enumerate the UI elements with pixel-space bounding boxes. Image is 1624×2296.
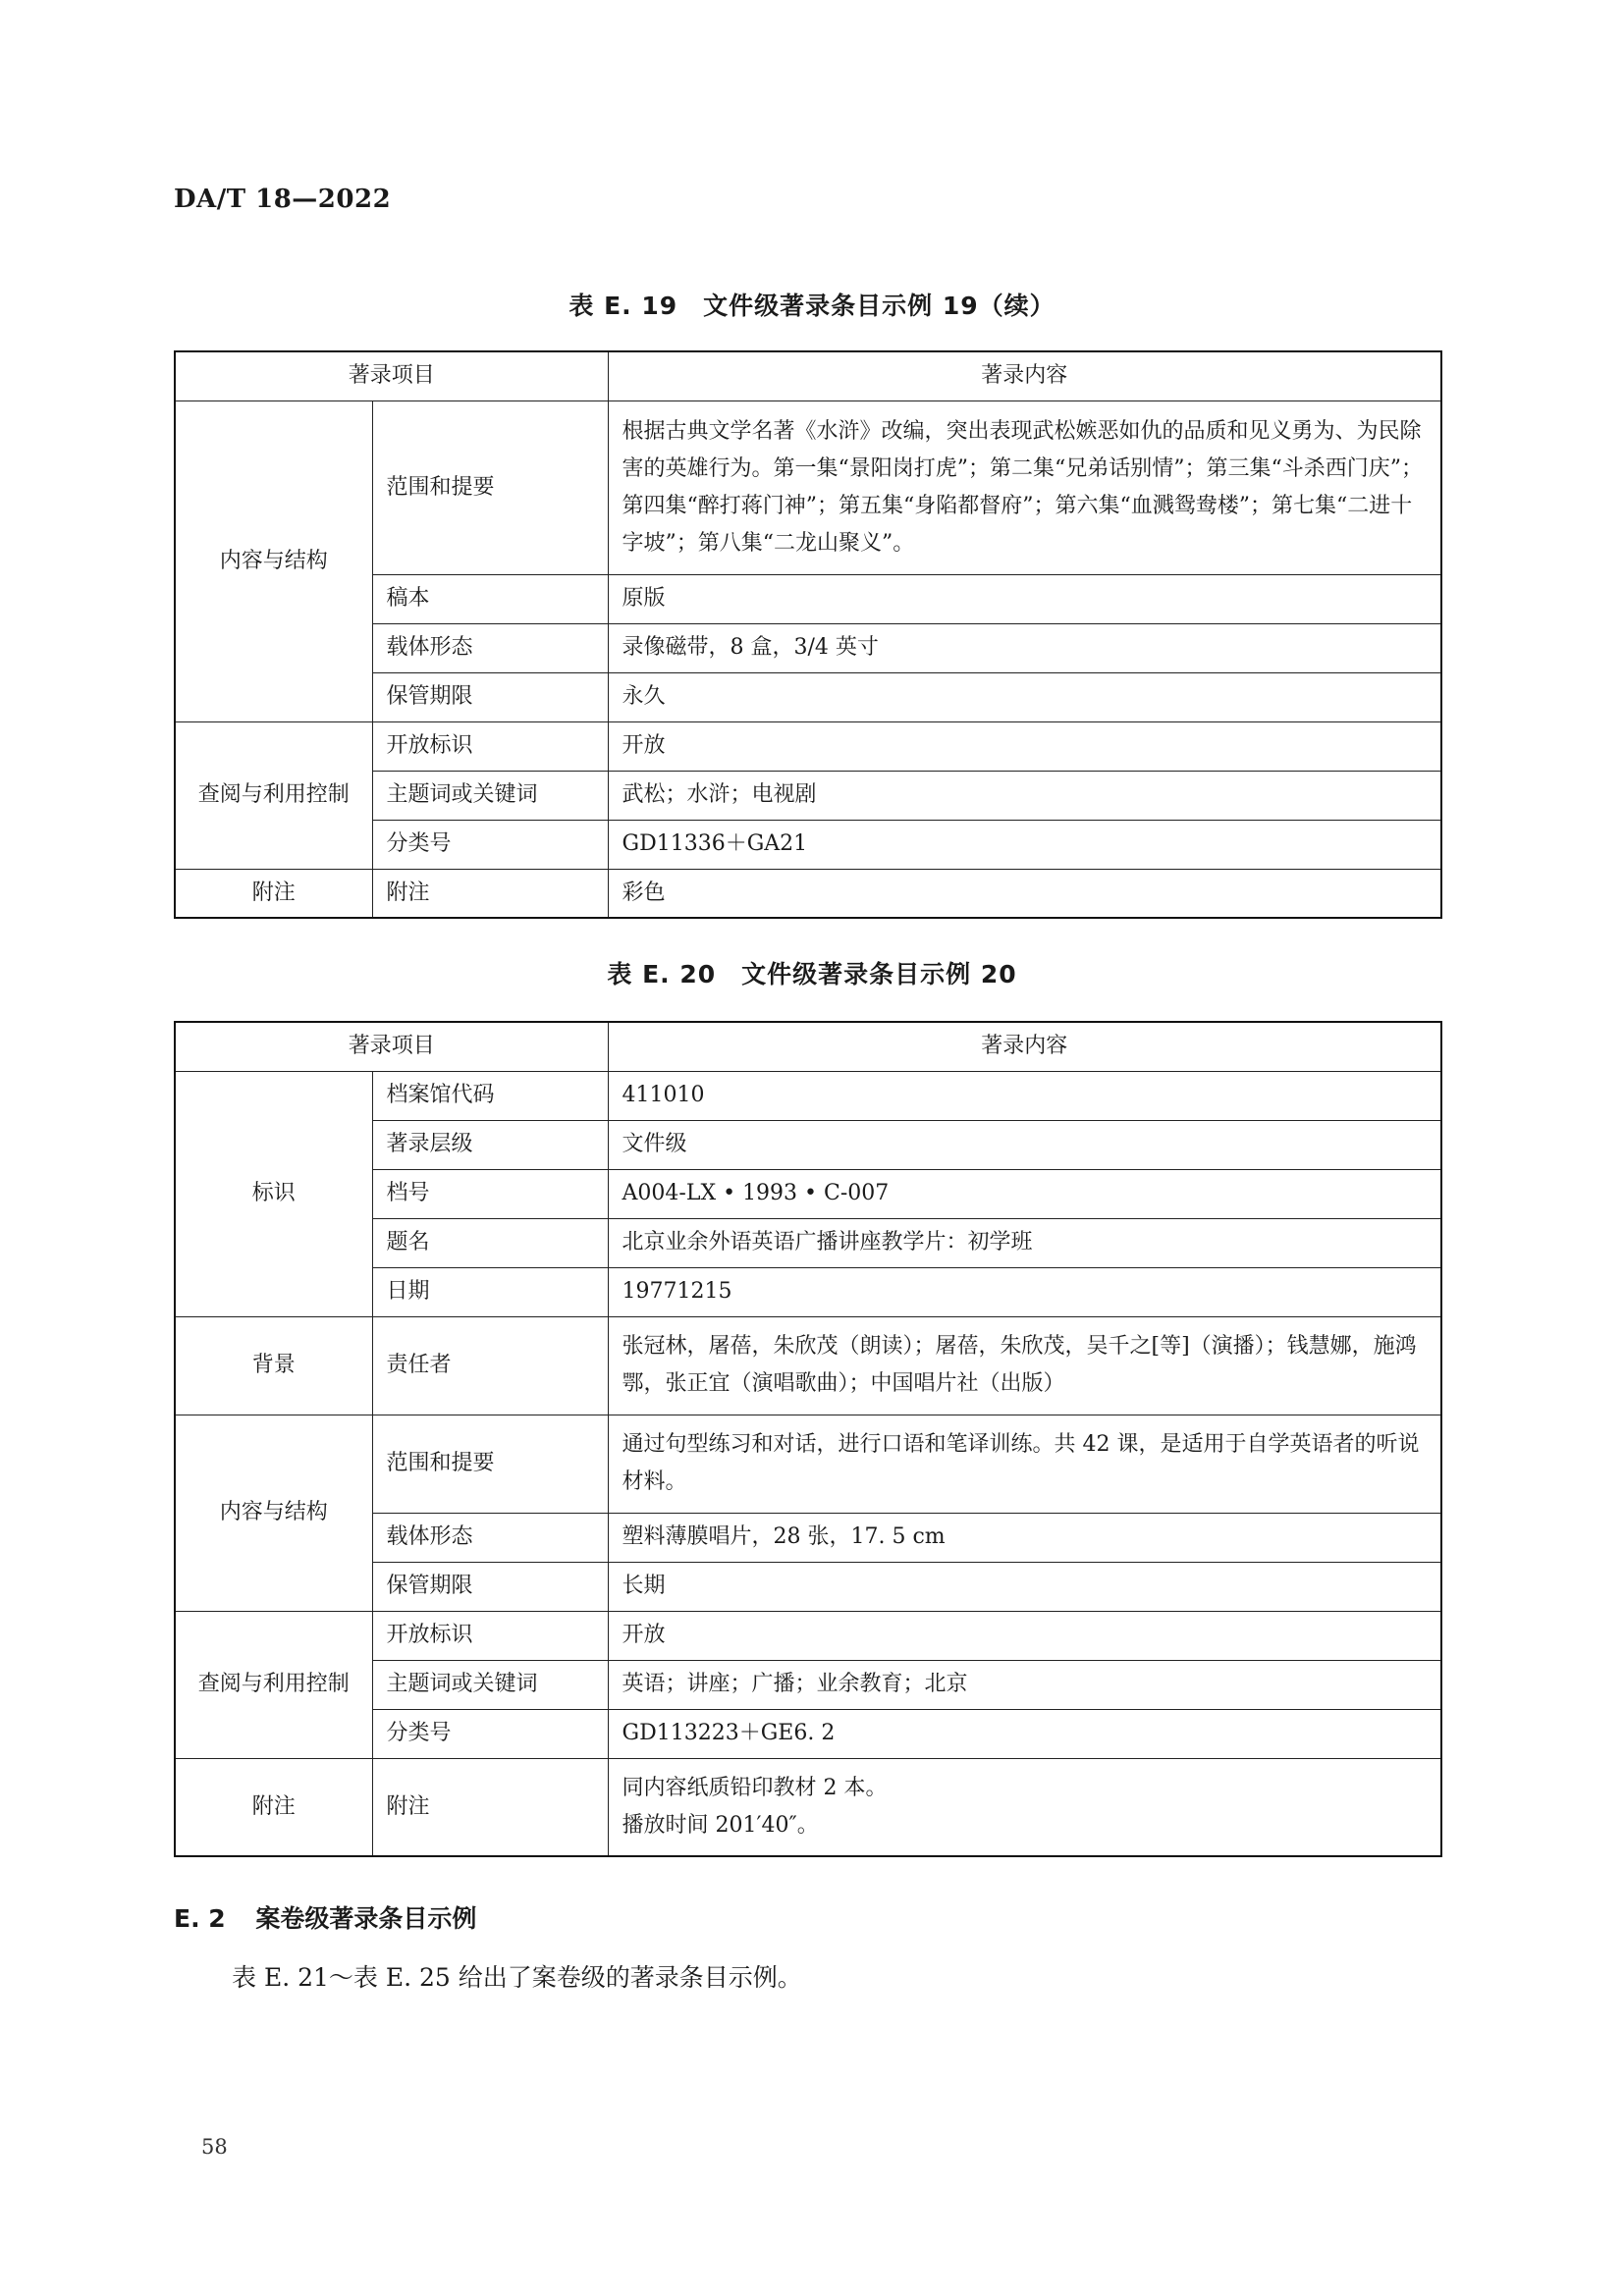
value-cell: 文件级 [608,1120,1441,1169]
value-cell: 塑料薄膜唱片，28 张，17. 5 cm [608,1513,1441,1562]
table-e19 [174,350,1442,919]
value-cell: 开放 [608,1611,1441,1660]
value-cell: GD113223＋GE6. 2 [608,1709,1441,1758]
header-cell-item: 著录项目 [175,351,608,400]
value-cell: 根据古典文学名著《水浒》改编，突出表现武松嫉恶如仇的品质和见义勇为、为民除害的英雄行为。第一集“景阳岗打虎”；第二集“兄弟话别情”；第三集“斗杀西门庆”；第四集“醉打蒋门神”；第五集“身陷都督府”；第六集“血溅鸳鸯楼”；第七集“二进十字坡”；第八集“二龙山聚义”。 [608,400,1441,574]
value-cell: 永久 [608,672,1441,721]
value-cell: 开放 [608,721,1441,771]
item-cell: 分类号 [372,820,608,869]
value-line: 同内容纸质铅印教材 2 本。 [622,1775,888,1800]
item-cell: 主题词或关键词 [372,771,608,820]
item-cell: 范围和提要 [372,400,608,574]
table-row [175,1071,1441,1120]
table-row [175,869,1441,918]
table-e20-caption: 表 E. 20 文件级著录条目示例 20 [607,960,1017,988]
item-cell: 主题词或关键词 [372,1660,608,1709]
item-cell: 保管期限 [372,672,608,721]
section-paragraph: 表 E. 21～表 E. 25 给出了案卷级的著录条目示例。 [232,1963,802,1992]
item-cell: 日期 [372,1267,608,1316]
group-label: 内容与结构 [175,1415,372,1611]
item-cell: 保管期限 [372,1562,608,1611]
section-title: 案卷级著录条目示例 [255,1904,477,1933]
table-row [175,1758,1441,1856]
item-cell: 载体形态 [372,1513,608,1562]
item-cell: 附注 [372,869,608,918]
item-cell: 题名 [372,1218,608,1267]
value-cell: 19771215 [608,1267,1441,1316]
value-cell: 武松；水浒；电视剧 [608,771,1441,820]
table-row [175,1316,1441,1415]
value-cell: 长期 [608,1562,1441,1611]
header-cell-item: 著录项目 [175,1022,608,1071]
item-cell: 附注 [372,1758,608,1856]
group-label: 查阅与利用控制 [175,1611,372,1758]
standard-code: DA/T 18—2022 [174,185,392,214]
table-row [175,400,1441,574]
group-label: 内容与结构 [175,400,372,721]
value-cell: 411010 [608,1071,1441,1120]
value-cell: 北京业余外语英语广播讲座教学片：初学班 [608,1218,1441,1267]
item-cell: 稿本 [372,574,608,623]
item-cell: 分类号 [372,1709,608,1758]
table-e19-caption: 表 E. 19 文件级著录条目示例 19（续） [568,292,1056,320]
section-number: E. 2 [174,1904,226,1933]
item-cell: 档案馆代码 [372,1071,608,1120]
group-label: 附注 [175,1758,372,1856]
group-label: 背景 [175,1316,372,1415]
item-cell: 开放标识 [372,1611,608,1660]
header-cell-content: 著录内容 [608,1022,1441,1071]
table-e20 [174,1021,1442,1857]
table-row [175,1415,1441,1513]
page-number: 58 [201,2135,228,2159]
item-cell: 责任者 [372,1316,608,1415]
item-cell: 档号 [372,1169,608,1218]
table-row [175,1611,1441,1660]
item-cell: 著录层级 [372,1120,608,1169]
item-cell: 范围和提要 [372,1415,608,1513]
value-cell: 英语；讲座；广播；业余教育；北京 [608,1660,1441,1709]
table-row [175,721,1441,771]
header-cell-content: 著录内容 [608,351,1441,400]
table-header-row [175,1022,1441,1071]
value-cell [608,1758,1441,1856]
group-label: 附注 [175,869,372,918]
value-cell: 通过句型练习和对话，进行口语和笔译训练。共 42 课，是适用于自学英语者的听说材料。 [608,1415,1441,1513]
value-cell: GD11336＋GA21 [608,820,1441,869]
item-cell: 载体形态 [372,623,608,672]
group-label: 标识 [175,1071,372,1316]
value-line: 播放时间 201′40″。 [622,1812,819,1838]
group-label: 查阅与利用控制 [175,721,372,869]
value-cell: 录像磁带，8 盒，3/4 英寸 [608,623,1441,672]
value-cell: 原版 [608,574,1441,623]
table-header-row [175,351,1441,400]
value-cell: 彩色 [608,869,1441,918]
item-cell: 开放标识 [372,721,608,771]
section-heading [174,1899,476,1935]
value-cell: 张冠林，屠蓓，朱欣茂（朗读）；屠蓓，朱欣茂，吴千之[等]（演播）；钱慧娜，施鸿鄂，张正宜（演唱歌曲）；中国唱片社（出版） [608,1316,1441,1415]
value-cell: A004-LX • 1993 • C-007 [608,1169,1441,1218]
